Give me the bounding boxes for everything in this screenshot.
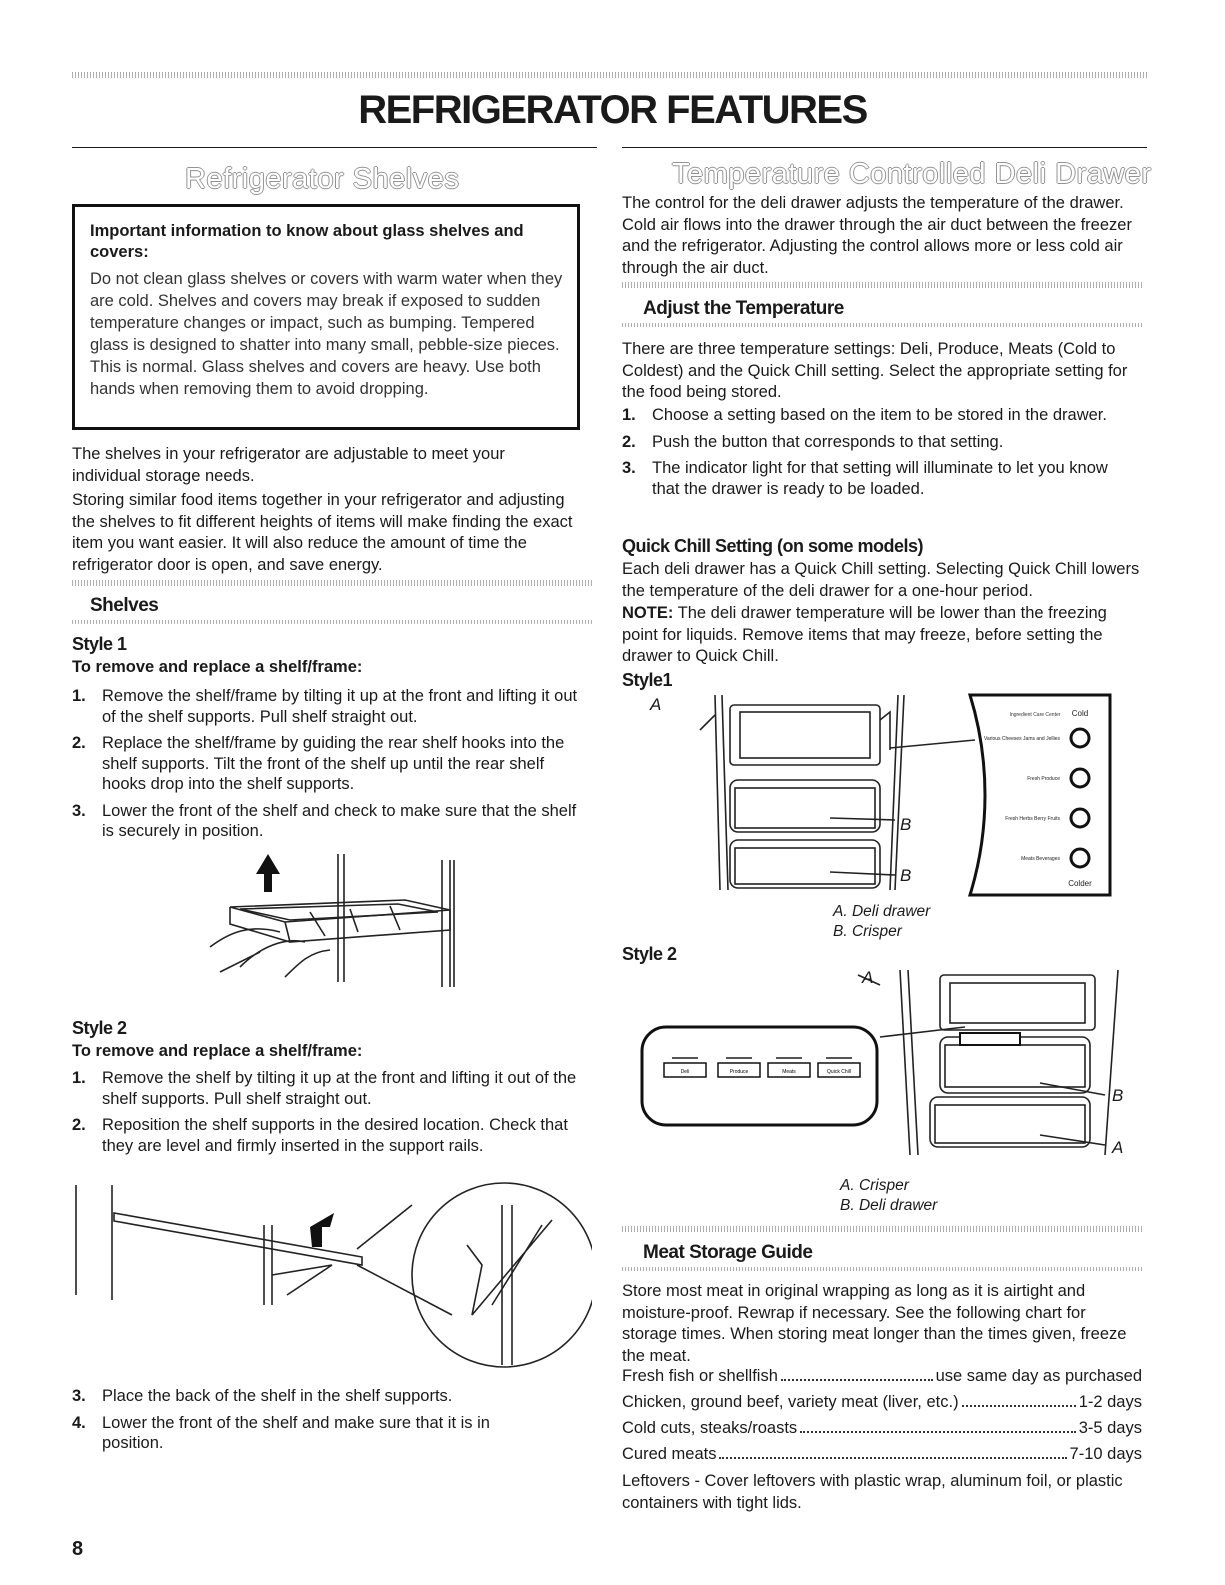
- list-item: 2. Push the button that corresponds to that setting.: [622, 432, 1004, 451]
- list-item: 2. Reposition the shelf supports in the desired location. Check that they are level and firmly inserted in the support rails.: [72, 1116, 568, 1155]
- meat-intro: Store most meat in original wrapping as long as it is airtight and moisture-proof. Rewrap if necessary. See the following chart for storage times. When storing meat longer than the times given, freeze the meat.: [622, 1282, 1127, 1365]
- setting-button[interactable]: [1071, 769, 1089, 787]
- leftovers-text: Leftovers - Cover leftovers with plastic wrap, aluminum foil, or plastic containers with tight lids.: [622, 1472, 1123, 1512]
- note-label: NOTE:: [622, 604, 674, 622]
- meat-stipple-bottom: [622, 1267, 1142, 1271]
- meat-row: Chicken, ground beef, variety meat (liver, etc.) 1-2 days: [622, 1393, 1142, 1411]
- meat-row: Cured meats 7-10 days: [622, 1445, 1142, 1463]
- list-item: 3. The indicator light for that setting will illuminate to let you know that the drawer is ready to be loaded.: [622, 459, 1108, 498]
- deli-intro: The control for the deli drawer adjusts the temperature of the drawer. Cold air flows into the drawer through the air duct between the freezer and the refrigerator. Adjusting the control allows more or less cold air through the air duct.: [622, 194, 1132, 277]
- indicator-light: [826, 1057, 852, 1059]
- indicator-light: [776, 1057, 802, 1059]
- adjust-stipple-top: [622, 282, 1142, 288]
- arrow-icon: [310, 1213, 334, 1247]
- control-panel: [970, 695, 1110, 895]
- setting-button[interactable]: [1071, 849, 1089, 867]
- shelves-stipple-bottom: [72, 620, 592, 624]
- right-section-title: Temperature Controlled Deli Drawer: [672, 158, 1152, 190]
- meat-row: Fresh fish or shellfish use same day as purchased: [622, 1367, 1142, 1385]
- deli-style1-illustration: [640, 690, 1140, 900]
- mini-button-strip: [960, 1033, 1020, 1045]
- adjust-stipple-bottom: [622, 323, 1142, 327]
- panel-setting-2: Fresh Produce: [1027, 776, 1060, 782]
- deli-style2-heading: Style 2: [622, 944, 677, 964]
- panel-setting-1: Various Cheeses Jams and Jellies: [983, 736, 1060, 742]
- style1-heading: Style 1: [72, 634, 127, 654]
- meat-row: Cold cuts, steaks/roasts 3-5 days: [622, 1419, 1142, 1437]
- style1-steps: [72, 686, 592, 848]
- callout-b: B: [900, 815, 912, 834]
- meat-stipple-top: [622, 1226, 1142, 1232]
- list-item: 3. Place the back of the shelf in the shelf supports.: [72, 1387, 453, 1405]
- style1-caption-a: A. Deli drawer: [833, 903, 931, 920]
- arrow-up-icon: [256, 854, 280, 892]
- deli-style1-heading: Style1: [622, 670, 673, 690]
- style2-caption-a: A. Crisper: [840, 1177, 909, 1194]
- adjust-steps: [622, 405, 1122, 505]
- warning-title: Important information to know about glass shelves and covers:: [90, 222, 524, 261]
- style2-caption-b: B. Deli drawer: [840, 1197, 938, 1214]
- list-item: 3. Lower the front of the shelf and check to make sure that the shelf is securely in position.: [72, 801, 577, 840]
- setting-button[interactable]: [1071, 809, 1089, 827]
- quick-chill-button-label: Quick Chill: [827, 1069, 851, 1075]
- panel-colder: Colder: [1068, 879, 1092, 888]
- panel-header: Ingredient Care Center: [1009, 712, 1061, 718]
- page-title: REFRIGERATOR FEATURES: [358, 88, 867, 132]
- shelves-intro-2: Storing similar food items together in your refrigerator and adjusting the shelves to fit different heights of items will make finding the exact item you want easier. It will also reduce the amount of time the refrigerator door is open, and save energy.: [72, 491, 573, 574]
- list-item: 1. Remove the shelf/frame by tilting it up at the front and lifting it out of the shelf supports. Pull shelf straight out.: [72, 687, 578, 726]
- warning-body: Do not clean glass shelves or covers with warm water when they are cold. Shelves and covers may break if exposed to sudden temperature changes or impact, such as bumping. Tempered glass is designed to shatter into many small, pebble-size pieces. This is normal. Glass shelves and covers are heavy. Use both hands when removing them to avoid dropping.: [90, 270, 563, 398]
- list-item: 1. Choose a setting based on the item to be stored in the drawer.: [622, 406, 1107, 424]
- indicator-light: [726, 1057, 752, 1059]
- style2-steps-continued: [72, 1386, 542, 1460]
- quick-chill-note: [622, 603, 1142, 668]
- indicator-light: [672, 1057, 698, 1059]
- shelves-intro-1: The shelves in your refrigerator are adjustable to meet your individual storage needs.: [72, 445, 505, 485]
- list-item: 4. Lower the front of the shelf and make sure that it is in position.: [72, 1413, 490, 1452]
- title-rule-right: [622, 147, 1147, 148]
- callout-b: B: [1112, 1086, 1124, 1105]
- list-item: 1. Remove the shelf by tilting it up at the front and lifting it out of the shelf supports. Pull shelf straight out.: [72, 1069, 577, 1108]
- style1-caption-b: B. Crisper: [833, 923, 902, 940]
- callout-a: A: [862, 968, 874, 987]
- setting-button[interactable]: [1071, 729, 1089, 747]
- quick-chill-text: Each deli drawer has a Quick Chill setting. Selecting Quick Chill lowers the temperature of the deli drawer for a one-hour period.: [622, 560, 1140, 600]
- meats-button-label: Meats: [782, 1069, 796, 1075]
- warning-box: [72, 204, 580, 430]
- shelves-heading: Shelves: [90, 595, 159, 616]
- style2-steps: [72, 1068, 592, 1162]
- style2-subheading: To remove and replace a shelf/frame:: [72, 1042, 363, 1060]
- style2-heading: Style 2: [72, 1018, 127, 1038]
- style2-shelf-illustration: [72, 1165, 592, 1380]
- page-number: 8: [72, 1538, 84, 1560]
- left-section-title: Refrigerator Shelves: [185, 163, 460, 195]
- style1-subheading: To remove and replace a shelf/frame:: [72, 658, 363, 676]
- top-stipple-border: [72, 72, 1147, 78]
- callout-a: A: [650, 695, 662, 714]
- list-item: 2. Replace the shelf/frame by guiding the rear shelf hooks into the shelf supports. Tilt the front of the shelf up until the rear shelf hooks drop into the shelf supports.: [72, 734, 565, 793]
- adjust-intro: There are three temperature settings: Deli, Produce, Meats (Cold to Coldest) and the Quick Chill setting. Select the appropriate setting for the food being stored.: [622, 340, 1128, 401]
- shelves-stipple-top: [72, 580, 592, 586]
- quick-chill-heading: Quick Chill Setting (on some models): [622, 536, 924, 556]
- callout-b: B: [900, 866, 912, 885]
- callout-a: A: [1112, 1138, 1124, 1157]
- panel-setting-4: Meats Beverages: [1021, 856, 1060, 862]
- panel-cold: Cold: [1071, 709, 1089, 718]
- title-rule-left: [72, 147, 597, 148]
- deli-style2-illustration: [640, 965, 1140, 1165]
- produce-button-label: Produce: [729, 1069, 749, 1075]
- deli-button-label: Deli: [680, 1069, 690, 1075]
- meat-heading: Meat Storage Guide: [643, 1242, 813, 1263]
- note-text: The deli drawer temperature will be lower than the freezing point for liquids. Remove items that may freeze, before setting the drawer to Quick Chill.: [622, 604, 1107, 665]
- panel-setting-3: Fresh Herbs Berry Fruits: [1005, 816, 1060, 822]
- adjust-heading: Adjust the Temperature: [643, 298, 844, 319]
- style1-shelf-illustration: [190, 852, 480, 992]
